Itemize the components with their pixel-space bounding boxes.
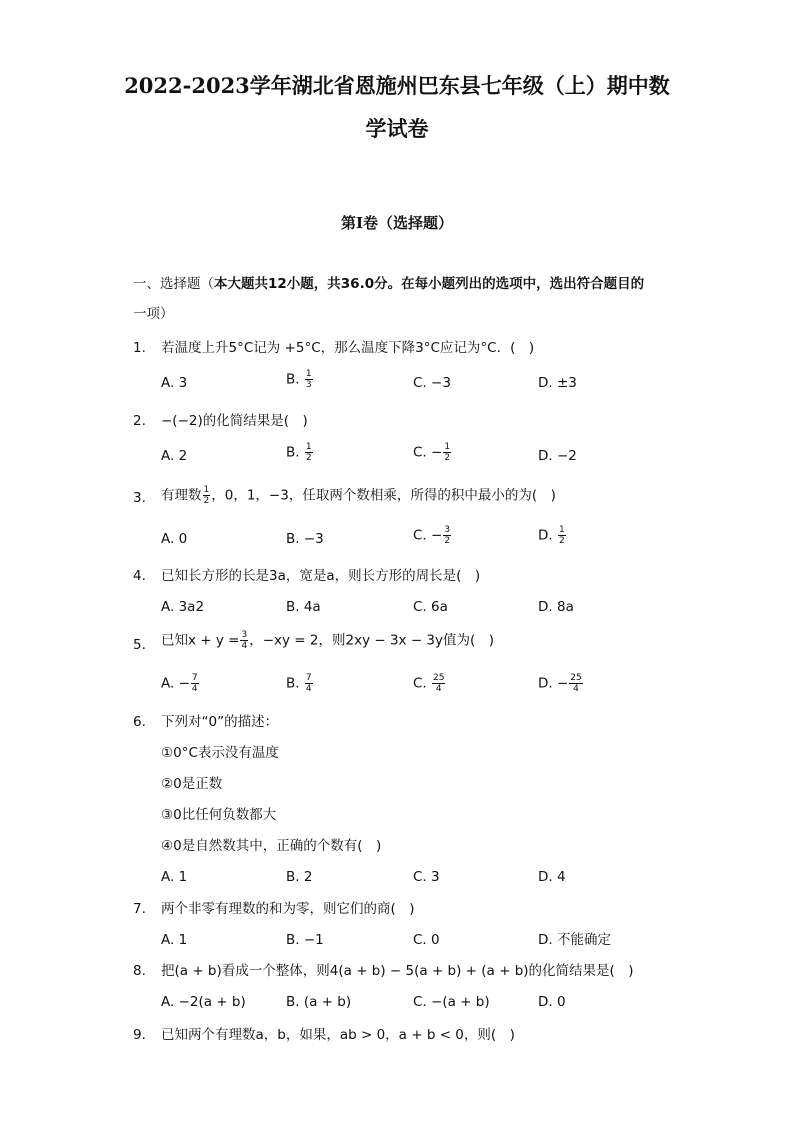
option-d: [538, 673, 584, 694]
stem-text: 有理数: [161, 487, 202, 504]
fraction: [305, 442, 313, 463]
fraction: [558, 525, 566, 546]
option-d: [538, 525, 567, 546]
numerator: 3: [241, 630, 248, 640]
statement-1: ①0°C表示没有温度: [161, 745, 279, 761]
question-number: 3.: [133, 490, 146, 506]
fraction: [569, 673, 582, 694]
statement-4: ④0是自然数其中，正确的个数有( ): [161, 838, 382, 854]
question-number: 7.: [133, 901, 146, 917]
option-c: [413, 525, 452, 546]
option-label: B.: [286, 371, 304, 388]
part-intro-line2: 一项）: [133, 306, 174, 322]
fraction: [191, 673, 199, 694]
denominator: 2: [558, 536, 565, 546]
question-stem: [161, 630, 494, 651]
numerator: 1: [558, 525, 565, 535]
stem-text: ，−xy = 2，则2xy − 3x − 3y值为( ): [249, 632, 495, 649]
option-label: D.: [538, 527, 557, 544]
question-number: 1.: [133, 340, 146, 356]
option-a: A. 2: [161, 448, 188, 464]
option-c: C. 6a: [413, 599, 448, 615]
question-number: 6.: [133, 714, 146, 730]
option-label: B.: [286, 675, 304, 692]
numerator: 3: [444, 525, 451, 535]
fraction: [443, 525, 451, 546]
question-number: 2.: [133, 413, 146, 429]
option-a: A. 0: [161, 531, 188, 547]
option-a: A. −2(a + b): [161, 994, 246, 1010]
option-b: B. −1: [286, 932, 324, 948]
paper-title-line2: 学试卷: [365, 116, 429, 141]
question-stem: 把(a + b)看成一个整体，则4(a + b) − 5(a + b) + (a + b)的化简结果是( ): [161, 963, 634, 979]
option-c: [413, 673, 446, 694]
fraction: [432, 673, 445, 694]
option-b: B. (a + b): [286, 994, 352, 1010]
option-c: C. 3: [413, 869, 440, 885]
numerator: 7: [305, 673, 312, 683]
option-a: A. 3: [161, 375, 188, 391]
option-b: B. 2: [286, 869, 313, 885]
question-stem: −(−2)的化简结果是( ): [161, 413, 308, 429]
numerator: 7: [191, 673, 198, 683]
option-label: B.: [286, 444, 304, 461]
denominator: 2: [305, 453, 312, 463]
question-stem: 已知两个有理数a，b，如果，ab > 0，a + b < 0，则( ): [161, 1027, 515, 1043]
option-b: [286, 673, 314, 694]
option-a: A. 1: [161, 932, 188, 948]
numerator: 1: [305, 442, 312, 452]
question-stem: 下列对“0”的描述：: [161, 714, 279, 730]
denominator: 2: [444, 536, 451, 546]
question-number: 8.: [133, 963, 146, 979]
denominator: 3: [305, 380, 312, 390]
option-d: D. ±3: [538, 375, 577, 391]
denominator: 4: [573, 684, 579, 694]
question-number: 9.: [133, 1027, 146, 1043]
fraction: [305, 369, 313, 390]
denominator: 2: [444, 453, 451, 463]
question-number: 4.: [133, 568, 146, 584]
denominator: 4: [305, 684, 312, 694]
option-d: D. −2: [538, 448, 577, 464]
question-stem: 已知长方形的长是3a，宽是a，则长方形的周长是( ): [161, 568, 481, 584]
option-c: [413, 442, 452, 463]
option-label: A. −: [161, 675, 190, 692]
numerator: 25: [570, 673, 582, 683]
option-b: [286, 369, 314, 390]
numerator: 1: [203, 485, 210, 495]
option-a: [161, 673, 200, 694]
numerator: 1: [444, 442, 451, 452]
option-d: D. 8a: [538, 599, 574, 615]
question-stem: 两个非零有理数的和为零，则它们的商( ): [161, 901, 415, 917]
option-c: C. 0: [413, 932, 440, 948]
denominator: 4: [191, 684, 198, 694]
fraction: [240, 630, 248, 651]
part-intro-body: 本大题共12小题，共36.0分。在每小题列出的选项中，选出符合题目的: [214, 276, 645, 292]
option-c: C. −3: [413, 375, 451, 391]
option-a: A. 1: [161, 869, 188, 885]
option-label: D. −: [538, 675, 569, 692]
part-intro-line1: [133, 275, 644, 293]
statement-3: ③0比任何负数都大: [161, 807, 277, 823]
option-label: C. −: [413, 444, 443, 461]
fraction: [203, 485, 211, 506]
fraction: [305, 673, 313, 694]
option-b: B. 4a: [286, 599, 321, 615]
question-stem: 若温度上升5°C记为 +5°C，那么温度下降3°C应记为°C．( ): [161, 340, 535, 356]
statement-2: ②0是正数: [161, 776, 223, 792]
numerator: 25: [433, 673, 445, 683]
numerator: 1: [305, 369, 312, 379]
denominator: 4: [241, 641, 248, 651]
stem-text: ，0，1，−3，任取两个数相乘，所得的积中最小的为( ): [211, 487, 556, 504]
option-d: D. 不能确定: [538, 932, 611, 948]
denominator: 4: [435, 684, 442, 694]
option-label: C. −: [413, 527, 443, 544]
denominator: 2: [203, 496, 210, 506]
option-d: D. 0: [538, 994, 566, 1010]
question-stem: [161, 485, 556, 506]
paper-title-line1: 2022-2023学年湖北省恩施州巴东县七年级（上）期中数: [124, 73, 670, 98]
option-a: A. 3a2: [161, 599, 205, 615]
option-c: C. −(a + b): [413, 994, 490, 1010]
question-number: 5.: [133, 637, 146, 653]
stem-text: 已知x + y =: [161, 632, 240, 649]
section-title: 第I卷（选择题）: [340, 214, 454, 232]
option-b: B. −3: [286, 531, 324, 547]
option-b: [286, 442, 314, 463]
part-intro-prefix: 一、选择题（: [133, 276, 214, 292]
option-d: D. 4: [538, 869, 566, 885]
option-label: C.: [413, 675, 432, 692]
fraction: [443, 442, 451, 463]
